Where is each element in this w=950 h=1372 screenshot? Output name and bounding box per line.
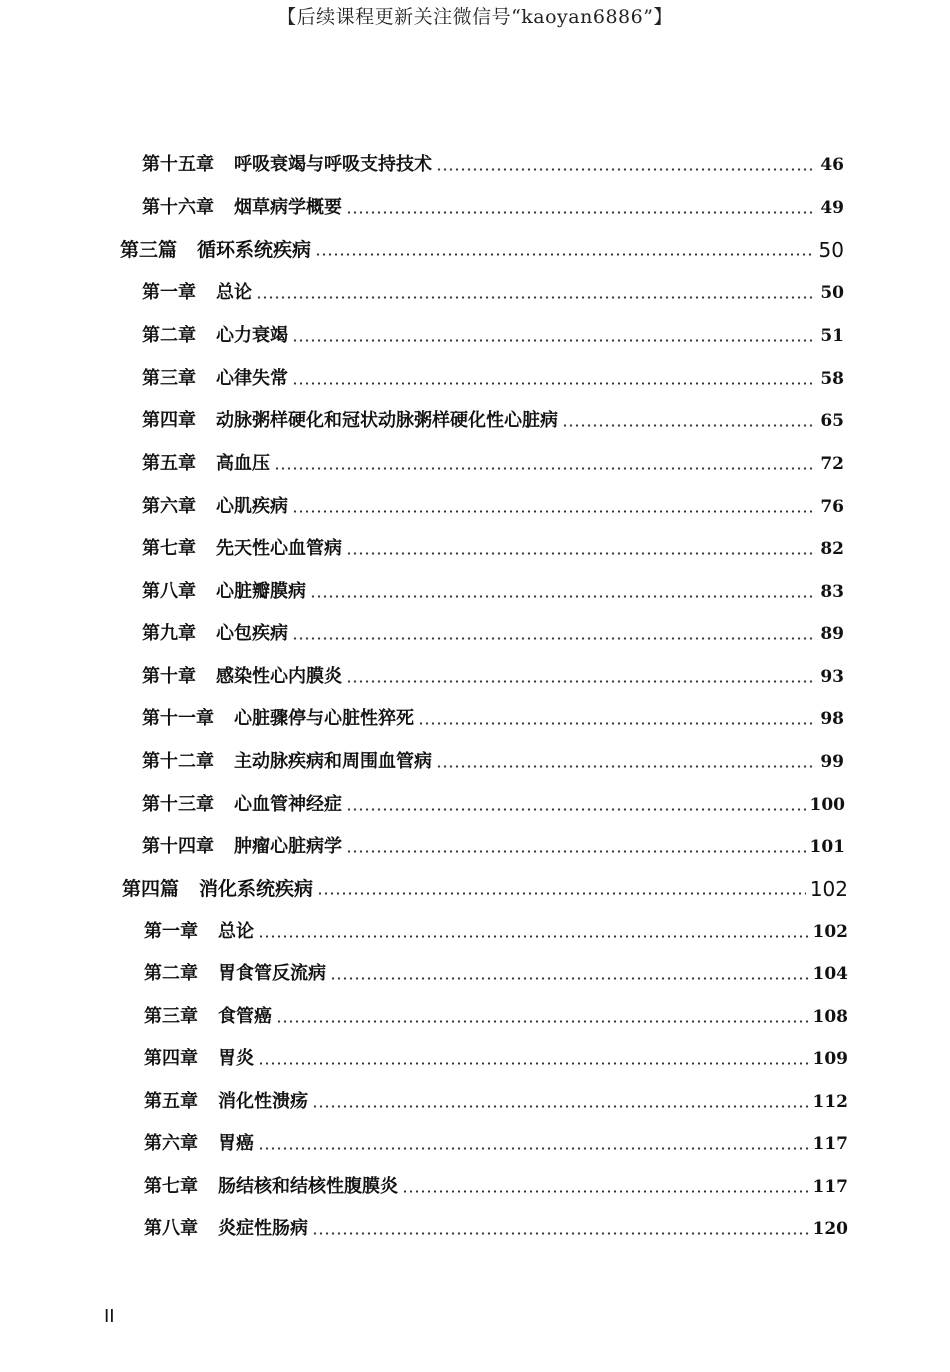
chapter-title: 呼吸衰竭与呼吸支持技术 (234, 154, 432, 175)
chapter-number: 第十五章 (142, 154, 214, 175)
chapter-number: 第二章 (142, 325, 196, 346)
chapter-number: 第四章 (144, 1048, 198, 1069)
toc-entry[interactable] (144, 1042, 848, 1070)
dot-leader (346, 211, 816, 214)
page-number: 50 (820, 283, 844, 303)
page-number: 98 (820, 709, 844, 729)
toc-entry[interactable] (144, 1127, 848, 1155)
dot-leader (346, 850, 806, 853)
toc-entry[interactable] (142, 575, 844, 603)
page-number: 83 (820, 582, 844, 602)
chapter-title: 心肌疾病 (216, 496, 288, 517)
page-number: 89 (820, 624, 844, 644)
toc-entry[interactable] (144, 1000, 848, 1028)
dot-leader (312, 1232, 809, 1235)
chapter-title: 胃食管反流病 (218, 963, 326, 984)
chapter-number: 第五章 (144, 1091, 198, 1112)
chapter-title: 心脏瓣膜病 (216, 581, 306, 602)
dot-leader (418, 722, 816, 725)
page-number: 104 (812, 964, 848, 984)
chapter-number: 第十一章 (142, 708, 214, 729)
dot-leader (292, 382, 816, 385)
page-number: 109 (812, 1049, 848, 1069)
chapter-number: 第八章 (142, 581, 196, 602)
chapter-title: 胃炎 (218, 1048, 254, 1069)
toc-entry[interactable] (142, 191, 844, 219)
chapter-number: 第八章 (144, 1218, 198, 1239)
chapter-title: 感染性心内膜炎 (216, 666, 342, 687)
chapter-title: 心血管神经症 (234, 794, 342, 815)
part-number: 第四篇 (122, 878, 180, 900)
chapter-title: 心律失常 (216, 368, 288, 389)
chapter-number: 第三章 (142, 368, 196, 389)
chapter-title: 心脏骤停与心脏性猝死 (234, 708, 414, 729)
page-number: 102 (812, 922, 848, 942)
part-number: 第三篇 (120, 239, 178, 261)
dot-leader (562, 424, 816, 427)
page-number: 108 (812, 1007, 848, 1027)
toc-entry[interactable] (142, 532, 844, 560)
toc-entry[interactable] (142, 788, 845, 816)
chapter-title: 心包疾病 (216, 623, 288, 644)
chapter-title: 主动脉疾病和周围血管病 (234, 751, 432, 772)
page-number: 117 (812, 1177, 848, 1197)
dot-leader (258, 935, 809, 938)
dot-leader (346, 552, 816, 555)
page-folio: II (104, 1306, 115, 1327)
toc-entry[interactable] (142, 319, 844, 347)
dot-leader (292, 637, 816, 640)
chapter-number: 第四章 (142, 410, 196, 431)
toc-entry[interactable] (142, 148, 844, 176)
chapter-number: 第九章 (142, 623, 196, 644)
dot-leader (402, 1190, 809, 1193)
page-number: 99 (820, 752, 844, 772)
chapter-title: 总论 (216, 282, 252, 303)
chapter-title: 烟草病学概要 (234, 197, 342, 218)
chapter-number: 第十四章 (142, 836, 214, 857)
chapter-title: 总论 (218, 921, 254, 942)
toc-entry[interactable] (144, 1212, 848, 1240)
dot-leader (436, 765, 816, 768)
page-number: 82 (820, 539, 844, 559)
toc-entry[interactable] (142, 404, 844, 432)
toc-entry[interactable] (142, 745, 844, 773)
dot-leader (312, 1105, 809, 1108)
page-number: 76 (820, 497, 844, 517)
toc-entry[interactable] (142, 702, 844, 730)
dot-leader (274, 467, 816, 470)
page-number: 49 (820, 198, 844, 218)
chapter-number: 第十六章 (142, 197, 214, 218)
chapter-number: 第十章 (142, 666, 196, 687)
toc-entry[interactable] (144, 1085, 848, 1113)
watermark-banner: 【后续课程更新关注微信号“kaoyan6886”】 (277, 6, 673, 28)
dot-leader (330, 977, 809, 980)
toc-part-entry[interactable] (120, 233, 844, 261)
chapter-number: 第三章 (144, 1006, 198, 1027)
page-number: 120 (812, 1219, 848, 1239)
dot-leader (292, 510, 816, 513)
chapter-title: 炎症性肠病 (218, 1218, 308, 1239)
page-number: 117 (812, 1134, 848, 1154)
dot-leader (292, 339, 816, 342)
toc-entry[interactable] (142, 617, 844, 645)
dot-leader (436, 168, 816, 171)
chapter-title: 肠结核和结核性腹膜炎 (218, 1176, 398, 1197)
dot-leader (258, 1062, 809, 1065)
chapter-title: 高血压 (216, 453, 270, 474)
chapter-title: 肿瘤心脏病学 (234, 836, 342, 857)
chapter-number: 第十三章 (142, 794, 214, 815)
dot-leader (346, 680, 816, 683)
toc-entry[interactable] (142, 447, 844, 475)
page-number: 72 (820, 454, 844, 474)
dot-leader (256, 296, 816, 299)
chapter-number: 第二章 (144, 963, 198, 984)
toc-entry[interactable] (144, 1170, 848, 1198)
page-number: 93 (820, 667, 844, 687)
chapter-title: 先天性心血管病 (216, 538, 342, 559)
toc-entry[interactable] (142, 490, 844, 518)
dot-leader (317, 892, 806, 895)
page-number: 101 (809, 837, 845, 857)
toc-entry[interactable] (142, 276, 844, 304)
chapter-number: 第一章 (144, 921, 198, 942)
chapter-title: 胃癌 (218, 1133, 254, 1154)
toc-entry[interactable] (142, 830, 845, 858)
toc-entry[interactable] (144, 915, 848, 943)
part-title: 循环系统疾病 (197, 239, 312, 261)
page-number: 58 (820, 369, 844, 389)
chapter-number: 第五章 (142, 453, 196, 474)
page-number: 50 (818, 238, 844, 262)
toc-entry[interactable] (142, 660, 844, 688)
chapter-number: 第六章 (142, 496, 196, 517)
toc-entry[interactable] (142, 362, 844, 390)
page-number: 102 (809, 877, 848, 901)
toc-part-entry[interactable] (122, 872, 848, 900)
chapter-number: 第七章 (144, 1176, 198, 1197)
dot-leader (315, 253, 815, 256)
page-number: 51 (820, 326, 844, 346)
chapter-title: 消化性溃疡 (218, 1091, 308, 1112)
page-number: 46 (820, 155, 844, 175)
chapter-title: 动脉粥样硬化和冠状动脉粥样硬化性心脏病 (216, 410, 558, 431)
toc-entry[interactable] (144, 957, 848, 985)
chapter-title: 食管癌 (218, 1006, 272, 1027)
dot-leader (310, 595, 816, 598)
chapter-title: 心力衰竭 (216, 325, 288, 346)
dot-leader (346, 808, 806, 811)
page-number: 112 (812, 1092, 848, 1112)
dot-leader (258, 1147, 809, 1150)
page-number: 100 (809, 795, 845, 815)
page-number: 65 (820, 411, 844, 431)
dot-leader (276, 1020, 809, 1023)
chapter-number: 第一章 (142, 282, 196, 303)
chapter-number: 第七章 (142, 538, 196, 559)
chapter-number: 第六章 (144, 1133, 198, 1154)
chapter-number: 第十二章 (142, 751, 214, 772)
part-title: 消化系统疾病 (199, 878, 314, 900)
